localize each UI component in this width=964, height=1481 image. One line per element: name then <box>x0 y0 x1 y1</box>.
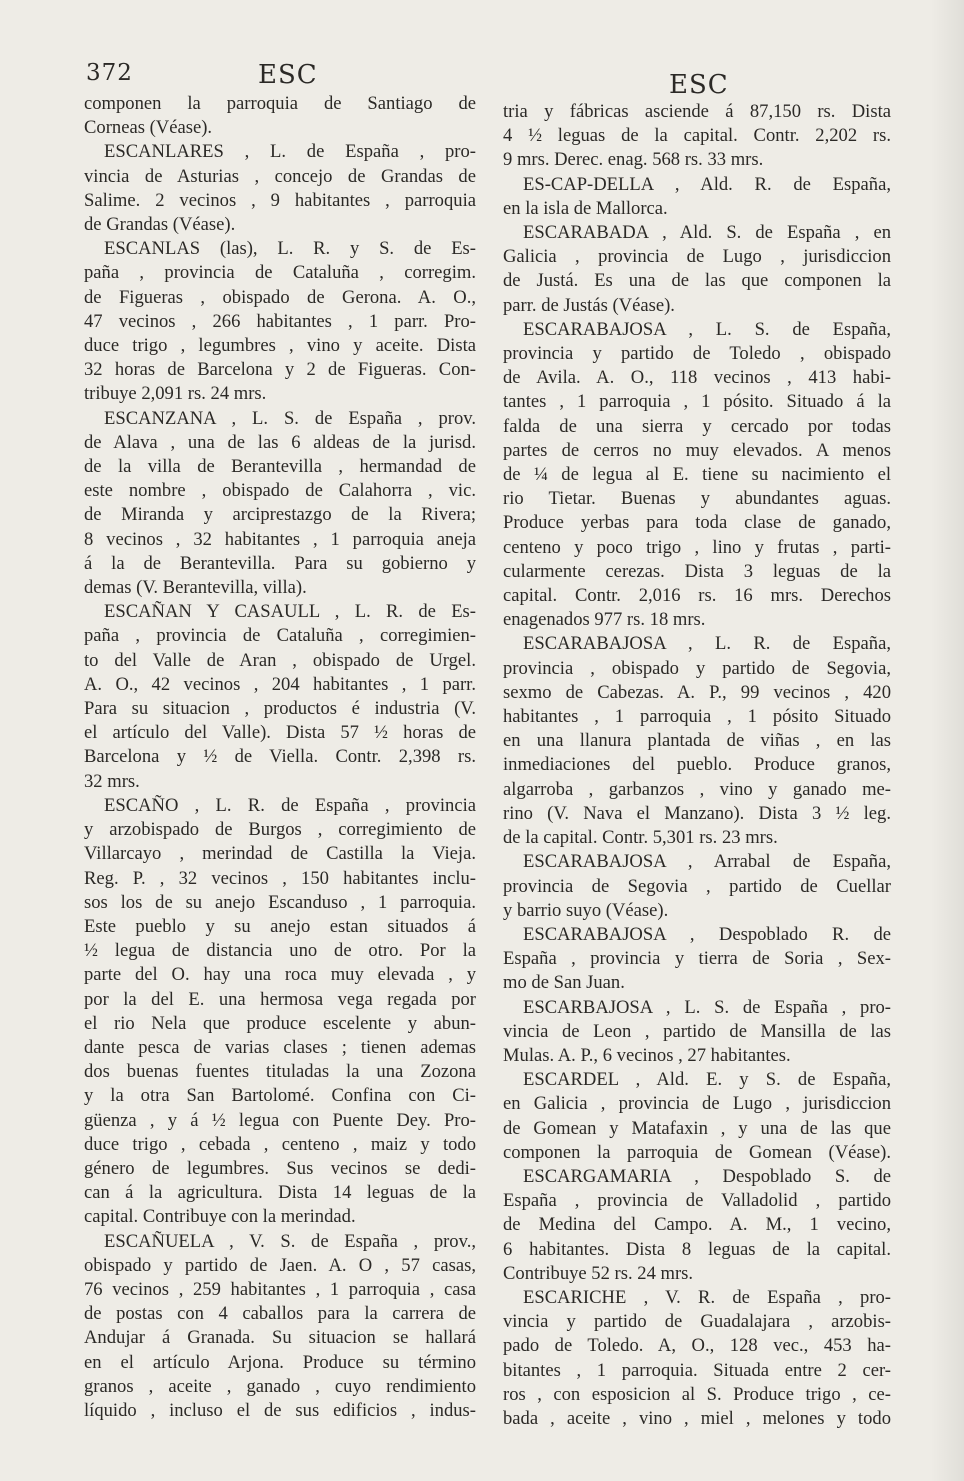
text-line: á la de Berantevilla. Para su gobierno y <box>84 552 476 574</box>
text-line: componen la parroquia de Santiago de <box>84 93 476 114</box>
text-line: Produce yerbas para toda clase de ganado, <box>503 512 891 534</box>
text-line: parr. de Justás (Véase). <box>503 294 675 316</box>
text-line: Este pueblo y su anejo estan situados á <box>84 915 476 937</box>
text-line: España , provincia y tierra de Soria , Sex- <box>503 948 891 970</box>
text-line: ESCANLARES , L. de España , pro- <box>104 141 476 163</box>
text-line: Reg. P. , 32 vecinos , 150 habitantes inclu- <box>84 867 476 889</box>
text-line: sos los de su anejo Escanduso , 1 parroquia. <box>84 891 476 913</box>
text-line: ESCAÑAN Y CASAULL , L. R. de Es- <box>104 601 476 623</box>
text-line: centeno y poco trigo , lino y frutas , parti- <box>503 536 891 558</box>
text-line: por la del E. una hermosa vega regada por <box>84 988 476 1010</box>
text-line: de la villa de Berantevilla , hermandad de <box>84 456 476 478</box>
text-line: partes de cerros no muy elevados. A menos <box>503 439 891 461</box>
text-line: de ¼ de legua al E. tiene su nacimiento el <box>503 464 891 486</box>
text-line: güenza , y á ½ legua con Puente Dey. Pro- <box>84 1109 476 1131</box>
text-line: rino (V. Nava el Manzano). Dista 3 ½ leg. <box>503 802 891 824</box>
text-line: 47 vecinos , 266 habitantes , 1 parr. Pro- <box>84 310 476 332</box>
text-line: 32 horas de Barcelona y 2 de Figueras. Con- <box>84 359 476 381</box>
text-line: ros , con esposicion al S. Produce trigo , ce- <box>503 1383 891 1405</box>
text-line: en Galicia , provincia de Lugo , jurisdiccion <box>503 1093 891 1115</box>
text-line: pado de Toledo. A, O., 128 vec., 453 ha- <box>503 1335 891 1357</box>
text-line: 6 habitantes. Dista 8 leguas de la capital. <box>503 1238 891 1260</box>
text-line: y arzobispado de Burgos , corregimiento de <box>84 819 476 841</box>
scan-shadow <box>930 0 964 1481</box>
text-line: to del Valle de Aran , obispado de Urgel. <box>84 649 476 671</box>
text-line: y la otra San Bartolomé. Confina con Ci- <box>84 1085 476 1107</box>
text-line: de Avila. A. O., 118 vecinos , 413 habi- <box>503 367 891 389</box>
text-line: ESCARBAJOSA , L. S. de España , pro- <box>523 996 891 1018</box>
text-line: provincia y partido de Toledo , obispado <box>503 343 891 365</box>
text-line: capital. Contr. 2,016 rs. 16 mrs. Derechos <box>503 585 891 607</box>
text-line: provincia , obispado y partido de Segovia, <box>503 657 891 679</box>
text-line: parte del O. hay una roca muy elevada , y <box>84 964 476 986</box>
text-line: falda de una sierra y cercado por todas <box>503 415 891 437</box>
text-line: ESCAÑUELA , V. S. de España , prov., <box>104 1230 476 1252</box>
text-line: ESCARICHE , V. R. de España , pro- <box>523 1286 891 1308</box>
text-line: tribuye 2,091 rs. 24 mrs. <box>84 383 267 405</box>
text-line: duce trigo , legumbres , vino y aceite. Dista <box>84 335 476 357</box>
left-guide-word: ESC <box>258 60 318 90</box>
text-line: ESCARABAJOSA , Arrabal de España, <box>523 851 891 873</box>
text-line: de Gomean y Matafaxin , y una de las que <box>503 1117 891 1139</box>
text-line: de Justá. Es una de las que componen la <box>503 270 891 292</box>
text-line: Corneas (Véase). <box>84 117 213 139</box>
text-line: Salime. 2 vecinos , 9 habitantes , parroquia <box>84 189 476 211</box>
right-text-column <box>503 100 891 1431</box>
text-line: bada , aceite , vino , miel , melones y todo <box>503 1407 891 1429</box>
text-line: dos buenas fuentes tituladas la una Zozona <box>84 1061 476 1083</box>
text-line: 4 ½ leguas de la capital. Contr. 2,202 rs. <box>503 125 891 147</box>
text-line: sexmo de Cabezas. A. P., 99 vecinos , 420 <box>503 681 891 703</box>
text-line: provincia de Segovia , partido de Cuellar <box>503 875 891 897</box>
text-line: en la isla de Mallorca. <box>503 197 668 219</box>
text-line: líquido , incluso el de sus edificios , indus- <box>84 1399 476 1421</box>
text-line: Para su situacion , productos é industria (V. <box>84 698 476 720</box>
text-line: género de legumbres. Sus vecinos se dedi- <box>84 1157 476 1179</box>
text-line: ES-CAP-DELLA , Ald. R. de España, <box>523 173 891 195</box>
text-line: Mulas. A. P., 6 vecinos , 27 habitantes. <box>503 1044 791 1066</box>
text-line: de postas con 4 caballos para la carrera de <box>84 1303 476 1325</box>
text-line: mo de San Juan. <box>503 972 625 994</box>
text-line: ESCANZANA , L. S. de España , prov. <box>104 407 476 429</box>
text-line: de Figueras , obispado de Gerona. A. O., <box>84 286 476 308</box>
text-line: de Medina del Campo. A. M., 1 vecino, <box>503 1214 891 1236</box>
text-line: algarroba , garbanzos , vino y ganado me- <box>503 778 891 800</box>
text-line: ESCAÑO , L. R. de España , provincia <box>104 794 476 816</box>
text-line: granos , aceite , ganado , cuyo rendimiento <box>84 1375 476 1397</box>
text-line: 32 mrs. <box>84 770 140 792</box>
text-line: ESCARGAMARIA , Despoblado S. de <box>523 1165 891 1187</box>
text-line: y barrio suyo (Véase). <box>503 899 669 921</box>
text-line: rio Tietar. Buenas y abundantes aguas. <box>503 488 891 510</box>
text-line: componen la parroquia de Gomean (Véase). <box>503 1141 891 1163</box>
text-line: cularmente cerezas. Dista 3 leguas de la <box>503 560 891 582</box>
text-line: este nombre , obispado de Calahorra , vic. <box>84 480 476 502</box>
text-line: ESCANLAS (las), L. R. y S. de Es- <box>104 238 476 260</box>
text-line: el artículo del Valle). Dista 57 ½ horas de <box>84 722 476 744</box>
text-line: ESCARABADA , Ald. S. de España , en <box>523 222 891 244</box>
page-number: 372 <box>86 60 133 86</box>
text-line: duce trigo , cebada , centeno , maiz y todo <box>84 1133 476 1155</box>
text-line: Villarcayo , merindad de Castilla la Vieja. <box>84 843 476 865</box>
text-line: ½ legua de distancia uno de otro. Por la <box>84 940 476 962</box>
text-line: dante pesca de varias clases ; tienen ademas <box>84 1036 476 1058</box>
text-line: habitantes , 1 parroquia , 1 pósito Situado <box>503 706 891 728</box>
text-line: bitantes , 1 parroquia. Situada entre 2 cer- <box>503 1359 891 1381</box>
text-line: de Grandas (Véase). <box>84 214 236 236</box>
text-line: de Miranda y arciprestazgo de la Rivera; <box>84 504 476 526</box>
text-line: obispado y partido de Jaen. A. O , 57 casas, <box>84 1254 476 1276</box>
text-line: España , provincia de Valladolid , partido <box>503 1190 891 1212</box>
text-line: el rio Nela que produce escelente y abun- <box>84 1012 476 1034</box>
text-line: Barcelona y ½ de Viella. Contr. 2,398 rs. <box>84 746 476 768</box>
text-line: ESCARABAJOSA , L. S. de España, <box>523 318 891 340</box>
text-line: tantes , 1 parroquia , 1 pósito. Situado á la <box>503 391 891 413</box>
text-line: Galicia , provincia de Lugo , jurisdiccion <box>503 246 891 268</box>
text-line: en el artículo Arjona. Produce su término <box>84 1351 476 1373</box>
text-line: en una llanura plantada de viñas , en las <box>503 730 891 752</box>
text-line: can á la agricultura. Dista 14 leguas de la <box>84 1182 476 1204</box>
text-line: enagenados 977 rs. 18 mrs. <box>503 609 706 631</box>
text-line: ESCARABAJOSA , Despoblado R. de <box>523 923 891 945</box>
text-line: tria y fábricas asciende á 87,150 rs. Dista <box>503 101 891 122</box>
text-line: inmediaciones del pueblo. Produce granos, <box>503 754 891 776</box>
text-line: Andujar á Granada. Su situacion se hallará <box>84 1327 476 1349</box>
text-line: paña , provincia de Cataluña , corregim. <box>84 262 476 284</box>
text-line: A. O., 42 vecinos , 204 habitantes , 1 parr. <box>84 673 476 695</box>
text-line: de Alava , una de las 6 aldeas de la jurisd. <box>84 431 476 453</box>
text-line: vincia de Asturias , concejo de Grandas de <box>84 165 476 187</box>
text-line: de la capital. Contr. 5,301 rs. 23 mrs. <box>503 827 778 849</box>
text-line: vincia y partido de Guadalajara , arzobis- <box>503 1311 891 1333</box>
text-line: demas (V. Berantevilla, villa). <box>84 577 307 599</box>
text-line: ESCARABAJOSA , L. R. de España, <box>523 633 891 655</box>
text-line: paña , provincia de Cataluña , corregimien- <box>84 625 476 647</box>
text-line: capital. Contribuye con la merindad. <box>84 1206 356 1228</box>
text-line: vincia de Leon , partido de Mansilla de las <box>503 1020 891 1042</box>
right-guide-word: ESC <box>669 70 729 100</box>
text-line: 76 vecinos , 259 habitantes , 1 parroquia , casa <box>84 1278 476 1300</box>
text-line: 9 mrs. Derec. enag. 568 rs. 33 mrs. <box>503 149 764 171</box>
text-line: 8 vecinos , 32 habitantes , 1 parroquia aneja <box>84 528 476 550</box>
text-line: Contribuye 52 rs. 24 mrs. <box>503 1262 694 1284</box>
left-text-column <box>84 92 476 1423</box>
text-line: ESCARDEL , Ald. E. y S. de España, <box>523 1069 891 1091</box>
